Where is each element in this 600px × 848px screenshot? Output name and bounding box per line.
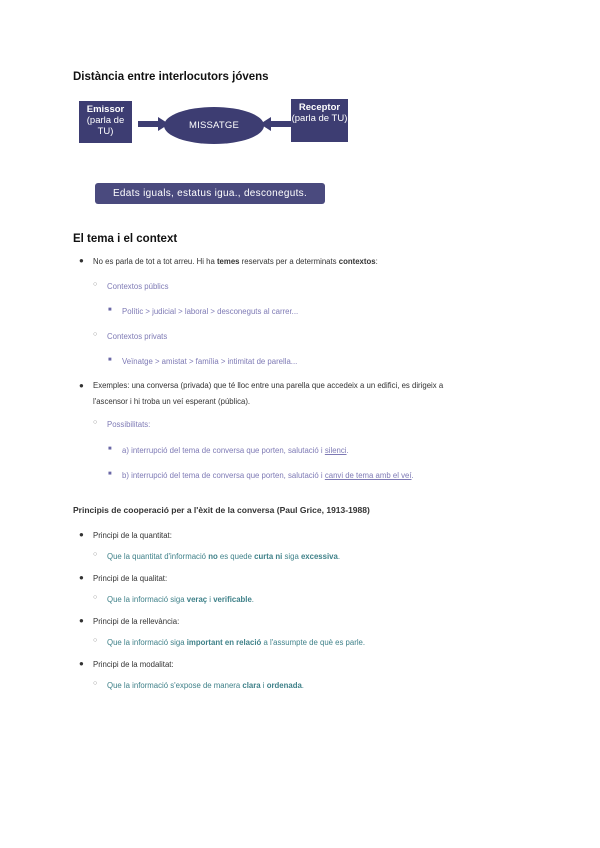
principle-relevance: Principi de la rellevància: [93, 617, 180, 626]
receiver-label: Receptor [298, 102, 341, 113]
option-b-end: . [411, 471, 414, 480]
quality-detail-bold: verificable [213, 595, 252, 604]
option-a-end: . [346, 446, 349, 455]
quantity-detail-bold: no [208, 552, 218, 561]
relevance-detail-text: a l'assumpte de què es parle. [261, 638, 366, 647]
message-label: MISSATGE [189, 120, 239, 131]
bullet-circle: ○ [93, 331, 98, 338]
topic-intro-bold-contextos: contextos [338, 257, 376, 266]
bullet-disc: ● [79, 256, 84, 265]
bullet-disc: ● [79, 616, 84, 625]
examples-line-2: l'ascensor i hi troba un veí esperant (pública). [93, 397, 251, 406]
bullet-disc: ● [79, 659, 84, 668]
option-a-link[interactable]: silenci [324, 446, 347, 455]
bullet-square: ■ [108, 471, 112, 477]
modality-detail-text: Que la informació s'expose de manera [107, 681, 243, 690]
bullet-square: ■ [108, 446, 112, 452]
bullet-circle: ○ [93, 637, 98, 644]
principle-modality: Principi de la modalitat: [93, 660, 174, 669]
modality-detail-text: . [301, 681, 304, 690]
bullet-square: ■ [108, 307, 112, 313]
possibilities-label: Possibilitats: [107, 420, 151, 429]
summary-banner [95, 183, 325, 204]
examples-line-1: Exemples: una conversa (privada) que té lloc entre una parella que accedeix a un edifici, es dirigeix a [93, 381, 444, 390]
receiver-sub: (parla de TU) [291, 113, 348, 124]
sender-sub: (parla de TU) [86, 115, 125, 137]
section-title-topic: El tema i el context [73, 233, 178, 245]
quantity-detail-text: Que la quantitat d'informació [107, 552, 209, 561]
private-contexts-detail: Veïnatge > amistat > família > intimitat de parella... [122, 357, 298, 366]
topic-intro-colon: : [375, 257, 378, 266]
relevance-detail-text: Que la informació siga [107, 638, 187, 647]
topic-intro-text-mid: reservats per a determinats [239, 257, 339, 266]
quality-detail-text: . [251, 595, 254, 604]
option-a [122, 445, 349, 456]
topic-intro [93, 256, 378, 267]
left-arrow-icon [260, 117, 292, 131]
option-b [122, 470, 414, 481]
public-contexts-label: Contextos públics [107, 282, 169, 291]
option-a-text: a) interrupció del tema de conversa que porten, salutació i [122, 446, 325, 455]
bullet-disc: ● [79, 381, 84, 390]
bullet-disc: ● [79, 573, 84, 582]
topic-intro-text: No es parla de tot a tot arreu. Hi ha [93, 257, 217, 266]
option-b-text: b) interrupció del tema de conversa que porten, salutació i [122, 471, 325, 480]
principle-quality-detail [107, 594, 254, 605]
principle-quantity: Principi de la quantitat: [93, 531, 172, 540]
bullet-circle: ○ [93, 594, 98, 601]
sender-box [79, 101, 132, 143]
bullet-circle: ○ [93, 419, 98, 426]
bullet-square: ■ [108, 357, 112, 363]
relevance-detail-bold: important en relació [186, 638, 262, 647]
quantity-detail-text: es quede [217, 552, 255, 561]
bullet-circle: ○ [93, 551, 98, 558]
principle-relevance-detail [107, 637, 365, 648]
sender-label: Emissor [86, 104, 125, 115]
public-contexts-detail: Polític > judicial > laboral > desconeguts al carrer... [122, 307, 299, 316]
message-ellipse [164, 107, 264, 144]
quantity-detail-text: siga [282, 552, 301, 561]
quality-detail-bold: veraç [186, 595, 208, 604]
receiver-box [291, 99, 348, 142]
quantity-detail-text: . [337, 552, 340, 561]
section-title-cooperation: Principis de cooperació per a l'èxit de la conversa (Paul Grice, 1913-1988) [73, 505, 370, 515]
summary-banner-text: Edats iguals, estatus igua., desconeguts. [112, 188, 308, 199]
quantity-detail-bold: excessiva [300, 552, 338, 561]
section-title-distance: Distància entre interlocutors jóvens [73, 71, 269, 83]
modality-detail-bold: ordenada [266, 681, 302, 690]
bullet-circle: ○ [93, 281, 98, 288]
modality-detail-bold: clara [242, 681, 261, 690]
bullet-circle: ○ [93, 680, 98, 687]
topic-intro-bold-temes: temes [216, 257, 240, 266]
quality-detail-text: i [207, 595, 214, 604]
principle-modality-detail [107, 680, 304, 691]
principle-quantity-detail [107, 551, 340, 562]
modality-detail-text: i [260, 681, 267, 690]
option-b-link[interactable]: canvi de tema amb el veí [324, 471, 412, 480]
quantity-detail-bold: curta ni [254, 552, 283, 561]
bullet-disc: ● [79, 530, 84, 539]
quality-detail-text: Que la informació siga [107, 595, 187, 604]
principle-quality: Principi de la qualitat: [93, 574, 168, 583]
private-contexts-label: Contextos privats [107, 332, 168, 341]
